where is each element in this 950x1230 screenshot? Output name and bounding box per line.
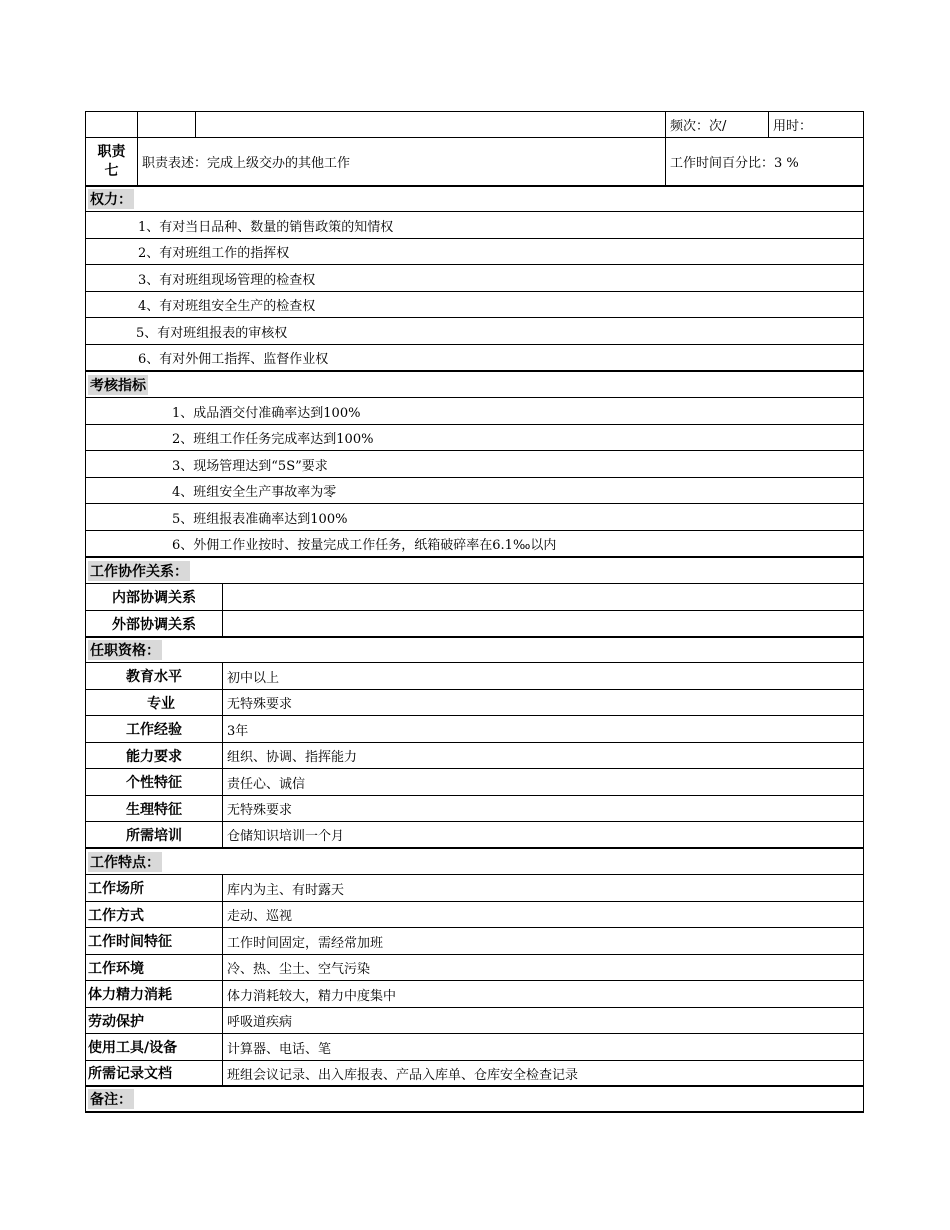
authority-text: 3、有对班组现场管理的检查权: [138, 272, 316, 288]
frequency-label: 频次：次/: [665, 112, 768, 137]
empty-cell: [137, 112, 195, 137]
qualification-value: 责任心、诚信: [222, 769, 863, 795]
kpi-text: 2、班组工作任务完成率达到100%: [172, 432, 374, 447]
qualification-value: 初中以上: [222, 663, 863, 689]
kpi-item: [85, 451, 864, 478]
kpi-text: 1、成品酒交付准确率达到100%: [172, 405, 361, 421]
feature-label: 劳动保护: [88, 1013, 144, 1030]
qualification-value: 3年: [222, 716, 863, 742]
qualification-value: 仓储知识培训一个月: [222, 822, 863, 847]
feature-row: [85, 1061, 864, 1087]
collab-row: [85, 611, 864, 638]
qualification-row: [85, 716, 864, 743]
collab-label: 外部协调关系: [112, 616, 196, 633]
kpi-text: 4、班组安全生产事故率为零: [172, 485, 337, 500]
qualification-row: [85, 796, 864, 822]
feature-label: 工作环境: [88, 960, 144, 977]
feature-row: [85, 875, 864, 902]
authority-text: 1、有对当日品种、数量的销售政策的知情权: [138, 219, 394, 235]
feature-value: 呼吸道疾病: [222, 1008, 863, 1033]
duty-time-percent: 工作时间百分比：3 %: [665, 138, 863, 185]
authority-text: 4、有对班组安全生产的检查权: [138, 299, 316, 314]
collab-label: 内部协调关系: [112, 590, 196, 606]
features-title: 工作特点：: [88, 852, 162, 872]
authority-item: [85, 345, 864, 372]
authority-text: 6、有对外佣工指挥、监督作业权: [138, 352, 329, 367]
remarks-row: [85, 1087, 864, 1113]
qualification-title: 任职资格：: [88, 640, 162, 660]
kpi-item: [85, 504, 864, 531]
feature-value: 工作时间固定，需经常加班: [222, 928, 863, 954]
qualification-label: 所需培训: [126, 827, 182, 844]
authority-text: 5、有对班组报表的审核权: [136, 325, 288, 341]
kpi-header: [85, 372, 864, 398]
qualification-label: 专业: [147, 695, 175, 712]
authority-text: 2、有对班组工作的指挥权: [138, 246, 290, 261]
authority-title: 权力：: [88, 189, 134, 209]
duty-label-line2: 七: [104, 162, 119, 179]
qualification-row: [85, 663, 864, 690]
qualification-row: [85, 769, 864, 796]
qualification-label: 能力要求: [126, 748, 182, 765]
feature-value: 体力消耗较大，精力中度集中: [222, 981, 863, 1007]
feature-row: [85, 955, 864, 981]
kpi-item: [85, 531, 864, 558]
qualification-value: 无特殊要求: [222, 796, 863, 821]
authority-item: [85, 292, 864, 318]
qualification-row: [85, 743, 864, 769]
authority-item: [85, 265, 864, 292]
collab-header: [85, 558, 864, 584]
kpi-title: 考核指标: [88, 375, 148, 395]
feature-value: 冷、热、尘土、空气污染: [222, 955, 863, 980]
kpi-item: [85, 425, 864, 451]
features-header: [85, 849, 864, 875]
kpi-text: 5、班组报表准确率达到100%: [172, 511, 348, 527]
qualification-value: 组织、协调、指挥能力: [222, 743, 863, 768]
job-description-table: [85, 111, 864, 1113]
feature-value: 走动、巡视: [222, 902, 863, 927]
remarks-title: 备注：: [88, 1089, 134, 1109]
qualification-row: [85, 822, 864, 849]
authority-item: [85, 212, 864, 239]
feature-row: [85, 1034, 864, 1061]
feature-row: [85, 928, 864, 955]
duty-label-line1: 职责: [97, 143, 126, 160]
feature-label: 体力精力消耗: [88, 987, 172, 1003]
collab-value: [222, 584, 863, 610]
feature-value: 计算器、电话、笔: [222, 1034, 863, 1060]
qualification-label: 工作经验: [126, 722, 182, 738]
kpi-item: [85, 398, 864, 425]
kpi-item: [85, 478, 864, 504]
collab-row: [85, 584, 864, 611]
authority-header: [85, 187, 864, 212]
feature-label: 工作场所: [88, 881, 144, 897]
feature-row: [85, 981, 864, 1008]
qualification-value: 无特殊要求: [222, 690, 863, 715]
collab-title: 工作协作关系：: [88, 561, 190, 581]
authority-item: [85, 318, 864, 345]
feature-value: 库内为主、有时露天: [222, 875, 863, 901]
feature-label: 工作时间特征: [88, 934, 172, 950]
qualification-header: [85, 638, 864, 663]
empty-cell: [195, 112, 665, 137]
duty-row: [85, 138, 864, 187]
qualification-row: [85, 690, 864, 716]
feature-label: 使用工具/设备: [88, 1040, 178, 1056]
qualification-label: 教育水平: [126, 669, 182, 685]
duty-number: [86, 138, 137, 185]
feature-value: 班组会议记录、出入库报表、产品入库单、仓库安全检查记录: [222, 1061, 863, 1085]
feature-label: 所需记录文档: [88, 1066, 172, 1082]
collab-value: [222, 611, 863, 636]
kpi-text: 3、现场管理达到“5S”要求: [172, 458, 328, 474]
qualification-label: 生理特征: [126, 801, 182, 818]
kpi-text: 6、外佣工作业按时、按量完成工作任务，纸箱破碎率在6.1‰以内: [172, 538, 557, 553]
authority-item: [85, 239, 864, 265]
time-used-label: 用时：: [768, 112, 863, 137]
qualification-label: 个性特征: [126, 775, 182, 791]
feature-label: 工作方式: [88, 907, 144, 924]
duty-description: 职责表述：完成上级交办的其他工作: [137, 138, 665, 185]
frequency-row: [85, 111, 864, 138]
feature-row: [85, 1008, 864, 1034]
feature-row: [85, 902, 864, 928]
